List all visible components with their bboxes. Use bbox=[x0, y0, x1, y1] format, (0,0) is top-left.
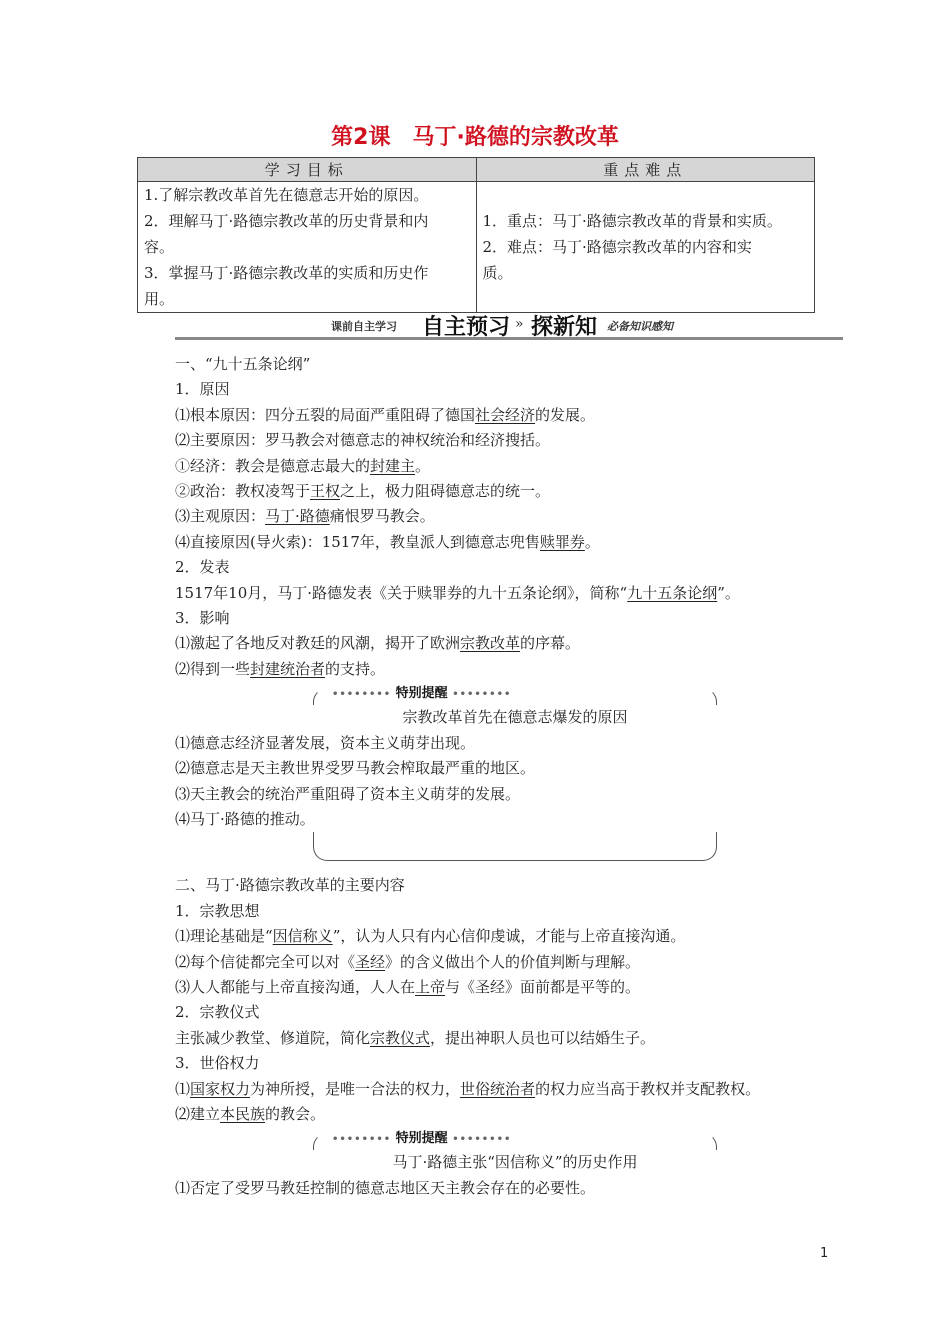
text-line: 1517年10月，马丁·路德发表《关于赎罪券的九十五条论纲》，简称“九十五条论纲”。 bbox=[175, 583, 740, 602]
goals-cell bbox=[138, 182, 477, 313]
subheading: 1．原因 bbox=[175, 380, 230, 399]
main-content bbox=[175, 352, 855, 1201]
text-line: ⑶主观原因：马丁·路德痛恨罗马教会。 bbox=[175, 507, 435, 526]
goal-line: 1.了解宗教改革首先在德意志开始的原因。 bbox=[144, 186, 429, 204]
goal-line: 2．理解马丁·路德宗教改革的历史背景和内 bbox=[144, 212, 429, 230]
section-banner bbox=[175, 310, 843, 340]
note-heading: 马丁·路德主张“因信称义”的历史作用 bbox=[392, 1153, 638, 1172]
text-line: ⑶人人都能与上帝直接沟通，人人在上帝与《圣经》面前都是平等的。 bbox=[175, 977, 641, 996]
key-point-line: 质。 bbox=[482, 264, 513, 282]
goal-line: 容。 bbox=[144, 238, 175, 256]
text-line: ②政治：教权凌驾于王权之上，极力阻碍德意志的统一。 bbox=[175, 482, 551, 501]
banner-title-a: 自主预习 bbox=[422, 315, 511, 340]
text-line: ⑵每个信徒都完全可以对《圣经》的含义做出个人的价值判断与理解。 bbox=[175, 952, 641, 971]
text-line: ⑵建立本民族的教会。 bbox=[175, 1104, 326, 1123]
text-line: ①经济：教会是德意志最大的封建主。 bbox=[175, 456, 431, 475]
goal-line: 用。 bbox=[144, 290, 175, 308]
text-line: 主张减少教堂、修道院，简化宗教仪式，提出神职人员也可以结婚生子。 bbox=[175, 1028, 656, 1047]
page-number: 1 bbox=[820, 1246, 829, 1261]
subheading: 1．宗教思想 bbox=[175, 901, 260, 920]
text-line: ⑴理论基础是“因信称义”，认为人只有内心信仰虔诚，才能与上帝直接沟通。 bbox=[175, 927, 686, 946]
banner-left-label: 课前自主学习 bbox=[331, 320, 397, 333]
arrow-icon: » bbox=[515, 316, 524, 332]
note-frame-bottom bbox=[313, 832, 717, 861]
subheading: 2．发表 bbox=[175, 558, 230, 577]
subheading: 3．影响 bbox=[175, 609, 230, 628]
special-note-box bbox=[175, 686, 717, 861]
text-line: ⑴国家权力为神所授，是唯一合法的权力，世俗统治者的权力应当高于教权并支配教权。 bbox=[175, 1079, 761, 1098]
subheading: 2．宗教仪式 bbox=[175, 1003, 260, 1022]
note-line: ⑵德意志是天主教世界受罗马教会榨取最严重的地区。 bbox=[175, 759, 536, 778]
subheading: 3．世俗权力 bbox=[175, 1054, 260, 1073]
goal-line: 3．掌握马丁·路德宗教改革的实质和历史作 bbox=[144, 264, 429, 282]
key-points-header: 重点难点 bbox=[476, 158, 815, 182]
note-line: ⑴否定了受罗马教廷控制的德意志地区天主教会存在的必要性。 bbox=[175, 1178, 596, 1197]
banner-right-label: 必备知识感知 bbox=[607, 320, 673, 333]
section-heading: 一、“九十五条论纲” bbox=[175, 355, 311, 373]
text-line: ⑴激起了各地反对教廷的风潮，揭开了欧洲宗教改革的序幕。 bbox=[175, 634, 581, 653]
note-line: ⑶天主教会的统治严重阻碍了资本主义萌芽的发展。 bbox=[175, 784, 521, 803]
note-heading: 宗教改革首先在德意志爆发的原因 bbox=[402, 708, 628, 727]
text-line: ⑵得到一些封建统治者的支持。 bbox=[175, 659, 386, 678]
page-title: 第2课 马丁·路德的宗教改革 bbox=[331, 125, 619, 150]
text-line: ⑴根本原因：四分五裂的局面严重阻碍了德国社会经济的发展。 bbox=[175, 405, 596, 424]
goals-table bbox=[137, 157, 815, 313]
note-line: ⑴德意志经济显著发展，资本主义萌芽出现。 bbox=[175, 733, 476, 752]
note-badge: •••••••• 特别提醒 •••••••• bbox=[326, 681, 517, 707]
section-heading: 二、马丁·路德宗教改革的主要内容 bbox=[175, 876, 405, 895]
special-note-box bbox=[175, 1131, 717, 1201]
key-point-line: 1．重点：马丁·路德宗教改革的背景和实质。 bbox=[482, 212, 782, 230]
key-point-line: 2．难点：马丁·路德宗教改革的内容和实 bbox=[482, 238, 752, 256]
note-line: ⑷马丁·路德的推动。 bbox=[175, 809, 315, 828]
note-badge: •••••••• 特别提醒 •••••••• bbox=[326, 1126, 517, 1152]
goals-header: 学习目标 bbox=[138, 158, 477, 182]
banner-title-b: 探新知 bbox=[531, 315, 598, 340]
key-points-cell bbox=[476, 182, 815, 313]
banner-rule bbox=[175, 337, 843, 340]
text-line: ⑵主要原因：罗马教会对德意志的神权统治和经济搜括。 bbox=[175, 431, 551, 450]
text-line: ⑷直接原因(导火索)：1517年，教皇派人到德意志兜售赎罪券。 bbox=[175, 532, 600, 551]
